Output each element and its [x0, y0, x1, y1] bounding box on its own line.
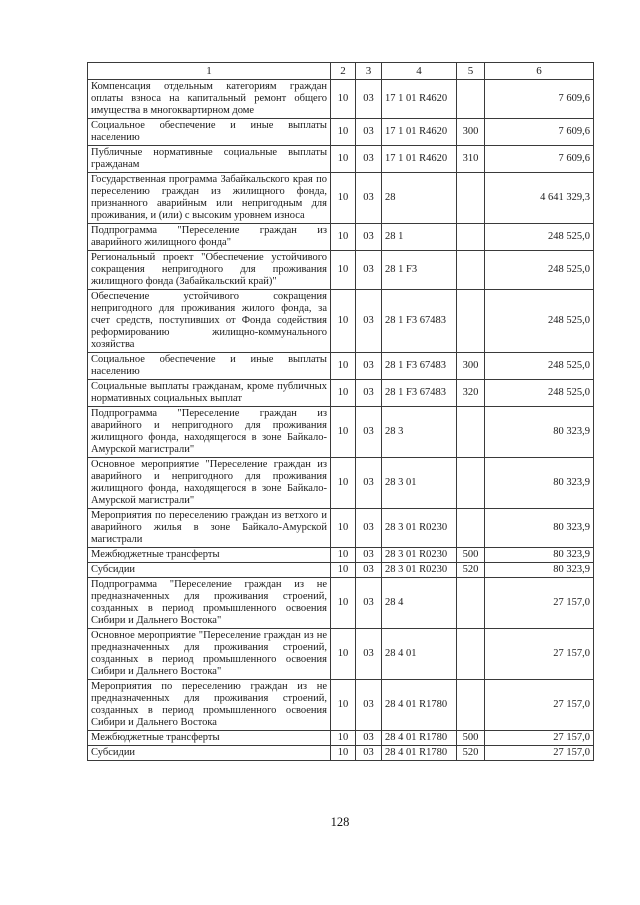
cell-rz: 10: [331, 146, 356, 173]
cell-amount: 80 323,9: [485, 407, 594, 458]
column-header-3: 3: [356, 63, 382, 80]
cell-pr: 03: [356, 509, 382, 548]
cell-name: Подпрограмма "Переселение граждан из не предназначенных для проживания строений, созданных в период промышленного освоения Сибири и Дальнего Востока": [88, 578, 331, 629]
cell-vr: 300: [457, 353, 485, 380]
cell-csr: 28 3 01: [382, 458, 457, 509]
cell-rz: 10: [331, 731, 356, 746]
column-header-5: 5: [457, 63, 485, 80]
cell-amount: 7 609,6: [485, 119, 594, 146]
cell-pr: 03: [356, 680, 382, 731]
cell-rz: 10: [331, 680, 356, 731]
cell-amount: 80 323,9: [485, 563, 594, 578]
cell-rz: 10: [331, 746, 356, 761]
table-row: [88, 146, 594, 173]
cell-rz: 10: [331, 380, 356, 407]
cell-pr: 03: [356, 458, 382, 509]
cell-amount: 248 525,0: [485, 353, 594, 380]
cell-pr: 03: [356, 629, 382, 680]
cell-pr: 03: [356, 578, 382, 629]
cell-amount: 27 157,0: [485, 629, 594, 680]
cell-name: Компенсация отдельным категориям граждан оплаты взноса на капитальный ремонт общего имущества в многоквартирном доме: [88, 80, 331, 119]
cell-rz: 10: [331, 407, 356, 458]
cell-csr: 28 3: [382, 407, 457, 458]
cell-csr: 28 4 01: [382, 629, 457, 680]
cell-vr: [457, 80, 485, 119]
table-row: [88, 563, 594, 578]
cell-amount: 7 609,6: [485, 80, 594, 119]
table-row: [88, 224, 594, 251]
cell-name: Подпрограмма "Переселение граждан из аварийного и непригодного для проживания жилищного фонда, находящегося в зоне Байкало-Амурской магистрали": [88, 407, 331, 458]
cell-name: Основное мероприятие "Переселение граждан из не предназначенных для проживания строений, созданных в период промышленного освоения Сибири и Дальнего Востока": [88, 629, 331, 680]
cell-name: Государственная программа Забайкальского края по переселению граждан из жилищного фонда, признанного аварийным или непригодным для проживания, и (или) с высоким уровнем износа: [88, 173, 331, 224]
cell-vr: 500: [457, 731, 485, 746]
cell-rz: 10: [331, 629, 356, 680]
table-row: [88, 680, 594, 731]
cell-name: Межбюджетные трансферты: [88, 731, 331, 746]
table-row: [88, 251, 594, 290]
table-row: [88, 80, 594, 119]
cell-vr: 320: [457, 380, 485, 407]
cell-rz: 10: [331, 458, 356, 509]
cell-csr: 28 1: [382, 224, 457, 251]
cell-pr: 03: [356, 731, 382, 746]
cell-csr: 28 4 01 R1780: [382, 746, 457, 761]
cell-pr: 03: [356, 746, 382, 761]
cell-rz: 10: [331, 353, 356, 380]
cell-amount: 248 525,0: [485, 380, 594, 407]
table-row: [88, 746, 594, 761]
cell-csr: 28 1 F3 67483: [382, 380, 457, 407]
cell-pr: 03: [356, 146, 382, 173]
cell-csr: 28 1 F3: [382, 251, 457, 290]
cell-vr: [457, 251, 485, 290]
cell-csr: 28 4 01 R1780: [382, 731, 457, 746]
cell-name: Основное мероприятие "Переселение граждан из аварийного и непригодного для проживания жилищного фонда, находящегося в зоне Байкало-Амурской магистрали": [88, 458, 331, 509]
cell-csr: 17 1 01 R4620: [382, 80, 457, 119]
cell-amount: 80 323,9: [485, 509, 594, 548]
table-row: [88, 119, 594, 146]
cell-vr: 300: [457, 119, 485, 146]
cell-pr: 03: [356, 80, 382, 119]
table-row: [88, 407, 594, 458]
table-row: [88, 731, 594, 746]
cell-name: Межбюджетные трансферты: [88, 548, 331, 563]
cell-vr: [457, 578, 485, 629]
cell-vr: [457, 629, 485, 680]
cell-name: Публичные нормативные социальные выплаты гражданам: [88, 146, 331, 173]
cell-rz: 10: [331, 290, 356, 353]
cell-amount: 248 525,0: [485, 290, 594, 353]
cell-pr: 03: [356, 407, 382, 458]
cell-amount: 248 525,0: [485, 251, 594, 290]
cell-rz: 10: [331, 119, 356, 146]
cell-name: Социальное обеспечение и иные выплаты населению: [88, 119, 331, 146]
table-row: [88, 458, 594, 509]
cell-name: Социальное обеспечение и иные выплаты населению: [88, 353, 331, 380]
cell-name: Обеспечение устойчивого сокращения непригодного для проживания жилого фонда, за счет средств, поступивших от Фонда содействия реформированию жилищно-коммунального хозяйства: [88, 290, 331, 353]
cell-name: Мероприятия по переселению граждан из ветхого и аварийного жилья в зоне Байкало-Амурской магистрали: [88, 509, 331, 548]
cell-rz: 10: [331, 224, 356, 251]
cell-pr: 03: [356, 173, 382, 224]
cell-vr: [457, 290, 485, 353]
cell-amount: 27 157,0: [485, 746, 594, 761]
cell-rz: 10: [331, 173, 356, 224]
cell-rz: 10: [331, 509, 356, 548]
cell-name: Региональный проект "Обеспечение устойчивого сокращения непригодного для проживания жилищного фонда (Забайкальский край)": [88, 251, 331, 290]
cell-name: Субсидии: [88, 563, 331, 578]
column-header-6: 6: [485, 63, 594, 80]
cell-vr: [457, 407, 485, 458]
cell-rz: 10: [331, 80, 356, 119]
header-row: [88, 63, 594, 80]
cell-csr: 28 4: [382, 578, 457, 629]
cell-vr: [457, 224, 485, 251]
table-row: [88, 548, 594, 563]
cell-amount: 80 323,9: [485, 548, 594, 563]
cell-name: Подпрограмма "Переселение граждан из аварийного жилищного фонда": [88, 224, 331, 251]
page-number: 128: [330, 815, 350, 829]
cell-vr: [457, 173, 485, 224]
column-header-4: 4: [382, 63, 457, 80]
cell-amount: 4 641 329,3: [485, 173, 594, 224]
cell-csr: 17 1 01 R4620: [382, 119, 457, 146]
table-row: [88, 509, 594, 548]
cell-rz: 10: [331, 251, 356, 290]
cell-pr: 03: [356, 251, 382, 290]
cell-csr: 28 4 01 R1780: [382, 680, 457, 731]
budget-table: [87, 62, 594, 761]
column-header-2: 2: [331, 63, 356, 80]
cell-pr: 03: [356, 563, 382, 578]
cell-vr: [457, 680, 485, 731]
cell-pr: 03: [356, 119, 382, 146]
cell-name: Субсидии: [88, 746, 331, 761]
cell-csr: 28 3 01 R0230: [382, 509, 457, 548]
cell-pr: 03: [356, 290, 382, 353]
cell-csr: 17 1 01 R4620: [382, 146, 457, 173]
cell-csr: 28 1 F3 67483: [382, 353, 457, 380]
cell-amount: 27 157,0: [485, 731, 594, 746]
table-row: [88, 173, 594, 224]
column-header-1: 1: [88, 63, 331, 80]
cell-vr: 310: [457, 146, 485, 173]
table-row: [88, 353, 594, 380]
table-row: [88, 380, 594, 407]
cell-pr: 03: [356, 353, 382, 380]
cell-vr: 520: [457, 563, 485, 578]
cell-vr: 520: [457, 746, 485, 761]
cell-amount: 7 609,6: [485, 146, 594, 173]
cell-amount: 27 157,0: [485, 680, 594, 731]
cell-amount: 248 525,0: [485, 224, 594, 251]
cell-name: Социальные выплаты гражданам, кроме публичных нормативных социальных выплат: [88, 380, 331, 407]
cell-rz: 10: [331, 563, 356, 578]
cell-pr: 03: [356, 380, 382, 407]
cell-csr: 28 3 01 R0230: [382, 548, 457, 563]
table-row: [88, 629, 594, 680]
cell-vr: [457, 458, 485, 509]
table-row: [88, 578, 594, 629]
table-row: [88, 290, 594, 353]
cell-amount: 27 157,0: [485, 578, 594, 629]
cell-pr: 03: [356, 224, 382, 251]
table-body: [88, 80, 594, 761]
cell-rz: 10: [331, 578, 356, 629]
cell-amount: 80 323,9: [485, 458, 594, 509]
cell-pr: 03: [356, 548, 382, 563]
cell-vr: [457, 509, 485, 548]
cell-name: Мероприятия по переселению граждан из не предназначенных для проживания строений, созданных в период промышленного освоения Сибири и Дальнего Востока: [88, 680, 331, 731]
cell-vr: 500: [457, 548, 485, 563]
cell-csr: 28: [382, 173, 457, 224]
cell-csr: 28 1 F3 67483: [382, 290, 457, 353]
cell-rz: 10: [331, 548, 356, 563]
cell-csr: 28 3 01 R0230: [382, 563, 457, 578]
